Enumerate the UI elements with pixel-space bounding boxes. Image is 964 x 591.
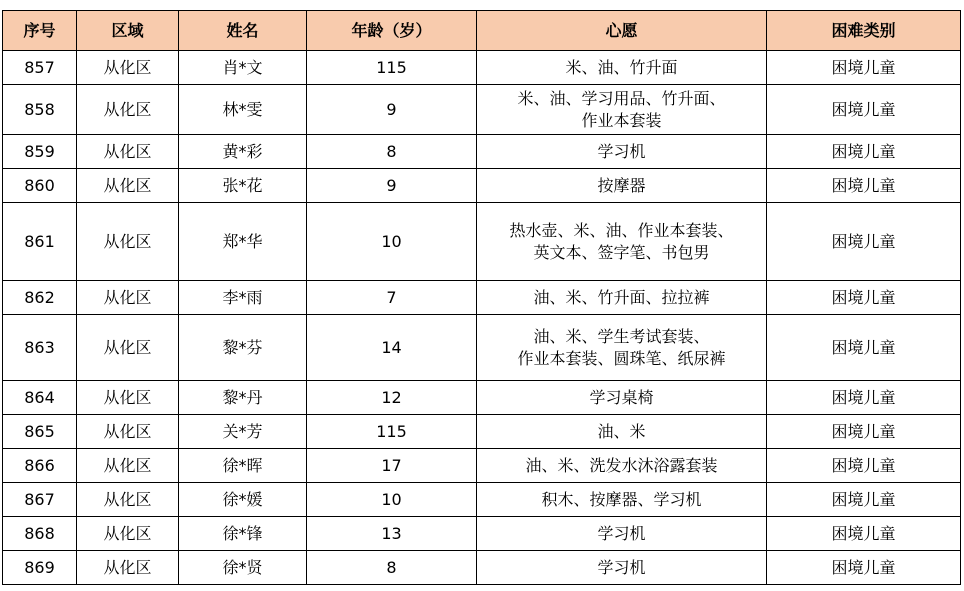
table-row bbox=[3, 551, 961, 585]
cell-wish: 积木、按摩器、学习机 bbox=[477, 483, 767, 517]
cell-wish: 学习机 bbox=[477, 517, 767, 551]
table-row bbox=[3, 169, 961, 203]
cell-area: 从化区 bbox=[77, 85, 179, 135]
cell-area: 从化区 bbox=[77, 449, 179, 483]
cell-age: 8 bbox=[307, 135, 477, 169]
cell-category: 困境儿童 bbox=[767, 51, 961, 85]
cell-age: 115 bbox=[307, 51, 477, 85]
cell-area: 从化区 bbox=[77, 551, 179, 585]
cell-name: 徐*媛 bbox=[179, 483, 307, 517]
cell-serial-number: 861 bbox=[3, 203, 77, 281]
table-row bbox=[3, 85, 961, 135]
cell-age: 8 bbox=[307, 551, 477, 585]
table-row bbox=[3, 281, 961, 315]
cell-serial-number: 869 bbox=[3, 551, 77, 585]
cell-category: 困境儿童 bbox=[767, 483, 961, 517]
cell-name: 黎*丹 bbox=[179, 381, 307, 415]
cell-category: 困境儿童 bbox=[767, 315, 961, 381]
cell-serial-number: 867 bbox=[3, 483, 77, 517]
cell-area: 从化区 bbox=[77, 203, 179, 281]
cell-serial-number: 860 bbox=[3, 169, 77, 203]
cell-wish: 油、米 bbox=[477, 415, 767, 449]
cell-category: 困境儿童 bbox=[767, 203, 961, 281]
cell-name: 徐*晖 bbox=[179, 449, 307, 483]
cell-name: 李*雨 bbox=[179, 281, 307, 315]
cell-serial-number: 859 bbox=[3, 135, 77, 169]
cell-area: 从化区 bbox=[77, 169, 179, 203]
cell-wish: 学习桌椅 bbox=[477, 381, 767, 415]
cell-wish: 油、米、洗发水沐浴露套装 bbox=[477, 449, 767, 483]
cell-area: 从化区 bbox=[77, 135, 179, 169]
cell-category: 困境儿童 bbox=[767, 135, 961, 169]
cell-name: 关*芳 bbox=[179, 415, 307, 449]
cell-category: 困境儿童 bbox=[767, 281, 961, 315]
cell-name: 徐*锋 bbox=[179, 517, 307, 551]
cell-age: 9 bbox=[307, 169, 477, 203]
cell-area: 从化区 bbox=[77, 381, 179, 415]
table-row bbox=[3, 483, 961, 517]
cell-wish: 油、米、学生考试套装、 作业本套装、圆珠笔、纸尿裤 bbox=[477, 315, 767, 381]
table-header-row bbox=[3, 11, 961, 51]
cell-serial-number: 864 bbox=[3, 381, 77, 415]
cell-wish: 学习机 bbox=[477, 551, 767, 585]
cell-category: 困境儿童 bbox=[767, 169, 961, 203]
table-row bbox=[3, 135, 961, 169]
cell-name: 郑*华 bbox=[179, 203, 307, 281]
header-hardship-category: 困难类别 bbox=[767, 11, 961, 51]
cell-serial-number: 865 bbox=[3, 415, 77, 449]
cell-serial-number: 863 bbox=[3, 315, 77, 381]
cell-age: 10 bbox=[307, 203, 477, 281]
cell-name: 黎*芬 bbox=[179, 315, 307, 381]
cell-serial-number: 862 bbox=[3, 281, 77, 315]
cell-age: 17 bbox=[307, 449, 477, 483]
cell-category: 困境儿童 bbox=[767, 449, 961, 483]
header-wish: 心愿 bbox=[477, 11, 767, 51]
cell-age: 12 bbox=[307, 381, 477, 415]
header-area: 区域 bbox=[77, 11, 179, 51]
header-serial-number: 序号 bbox=[3, 11, 77, 51]
cell-serial-number: 857 bbox=[3, 51, 77, 85]
cell-name: 张*花 bbox=[179, 169, 307, 203]
cell-serial-number: 866 bbox=[3, 449, 77, 483]
table-row bbox=[3, 517, 961, 551]
cell-name: 黄*彩 bbox=[179, 135, 307, 169]
cell-category: 困境儿童 bbox=[767, 415, 961, 449]
cell-category: 困境儿童 bbox=[767, 517, 961, 551]
cell-category: 困境儿童 bbox=[767, 381, 961, 415]
table-row bbox=[3, 315, 961, 381]
header-age: 年龄（岁） bbox=[307, 11, 477, 51]
cell-wish: 油、米、竹升面、拉拉裤 bbox=[477, 281, 767, 315]
table-row bbox=[3, 203, 961, 281]
table-row bbox=[3, 51, 961, 85]
wish-list-table bbox=[2, 10, 961, 585]
cell-area: 从化区 bbox=[77, 517, 179, 551]
cell-age: 7 bbox=[307, 281, 477, 315]
cell-category: 困境儿童 bbox=[767, 551, 961, 585]
cell-age: 13 bbox=[307, 517, 477, 551]
cell-name: 肖*文 bbox=[179, 51, 307, 85]
header-name: 姓名 bbox=[179, 11, 307, 51]
cell-area: 从化区 bbox=[77, 51, 179, 85]
cell-age: 10 bbox=[307, 483, 477, 517]
cell-wish: 热水壶、米、油、作业本套装、 英文本、签字笔、书包男 bbox=[477, 203, 767, 281]
cell-area: 从化区 bbox=[77, 281, 179, 315]
cell-wish: 按摩器 bbox=[477, 169, 767, 203]
cell-serial-number: 858 bbox=[3, 85, 77, 135]
cell-area: 从化区 bbox=[77, 483, 179, 517]
cell-name: 林*雯 bbox=[179, 85, 307, 135]
cell-area: 从化区 bbox=[77, 315, 179, 381]
cell-category: 困境儿童 bbox=[767, 85, 961, 135]
table-row bbox=[3, 449, 961, 483]
table-row bbox=[3, 381, 961, 415]
cell-wish: 学习机 bbox=[477, 135, 767, 169]
cell-area: 从化区 bbox=[77, 415, 179, 449]
cell-name: 徐*贤 bbox=[179, 551, 307, 585]
cell-serial-number: 868 bbox=[3, 517, 77, 551]
table-row bbox=[3, 415, 961, 449]
cell-age: 14 bbox=[307, 315, 477, 381]
cell-age: 115 bbox=[307, 415, 477, 449]
cell-age: 9 bbox=[307, 85, 477, 135]
cell-wish: 米、油、竹升面 bbox=[477, 51, 767, 85]
cell-wish: 米、油、学习用品、竹升面、 作业本套装 bbox=[477, 85, 767, 135]
